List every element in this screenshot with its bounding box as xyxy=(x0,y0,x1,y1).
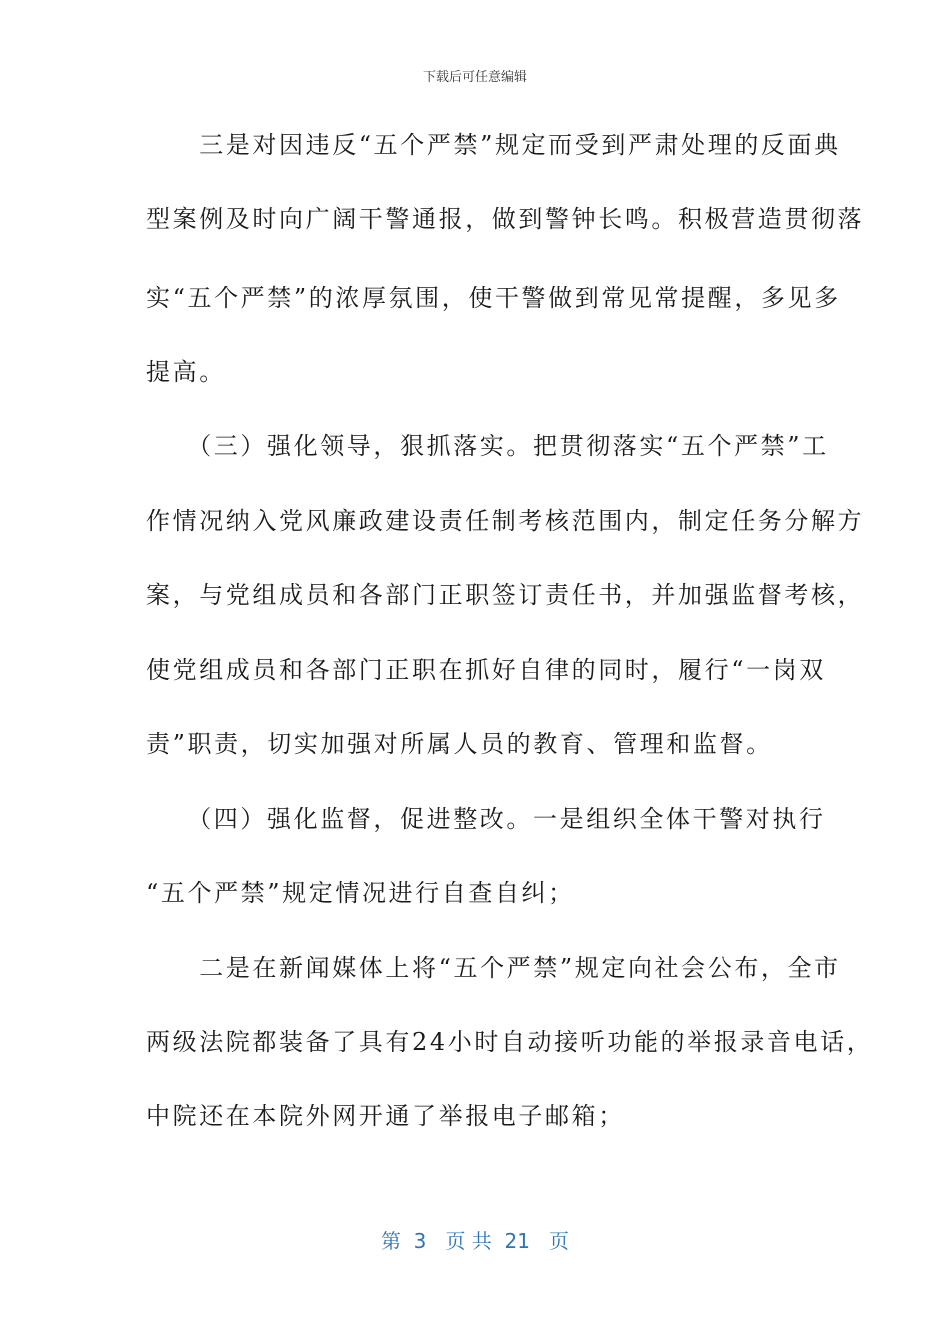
body-line: 提高。 xyxy=(146,358,226,386)
body-line: 两级法院都装备了具有24小时自动接听功能的举报录音电话， xyxy=(146,1028,874,1056)
body-line: “五个严禁”规定情况进行自查自纠； xyxy=(146,879,575,907)
body-line: 实“五个严禁”的浓厚氛围，使干警做到常见常提醒，多见多 xyxy=(146,284,841,312)
body-line: 型案例及时向广阔干警通报，做到警钟长鸣。积极营造贯彻落 xyxy=(146,205,865,233)
body-line: 作情况纳入党风廉政建设责任制考核范围内，制定任务分解方 xyxy=(146,507,865,535)
body-line: 中院还在本院外网开通了举报电子邮箱； xyxy=(146,1102,625,1130)
body-line: 三是对因违反“五个严禁”规定而受到严肃处理的反面典 xyxy=(146,131,841,159)
body-line: （四）强化监督，促进整改。一是组织全体干警对执行 xyxy=(146,805,826,833)
body-line: 责”职责，切实加强对所属人员的教育、管理和监督。 xyxy=(146,730,773,758)
page-number-footer: 第 3 页 共 21 页 xyxy=(380,1229,570,1253)
body-line: 使党组成员和各部门正职在抓好自律的同时，履行“一岗双 xyxy=(146,656,826,684)
page-header: 下载后可任意编辑 xyxy=(422,70,527,85)
body-line: 案，与党组成员和各部门正职签订责任书，并加强监督考核， xyxy=(146,581,865,609)
body-line: （三）强化领导，狠抓落实。把贯彻落实“五个严禁”工 xyxy=(146,432,829,460)
body-line: 二是在新闻媒体上将“五个严禁”规定向社会公布，全市 xyxy=(146,954,841,982)
